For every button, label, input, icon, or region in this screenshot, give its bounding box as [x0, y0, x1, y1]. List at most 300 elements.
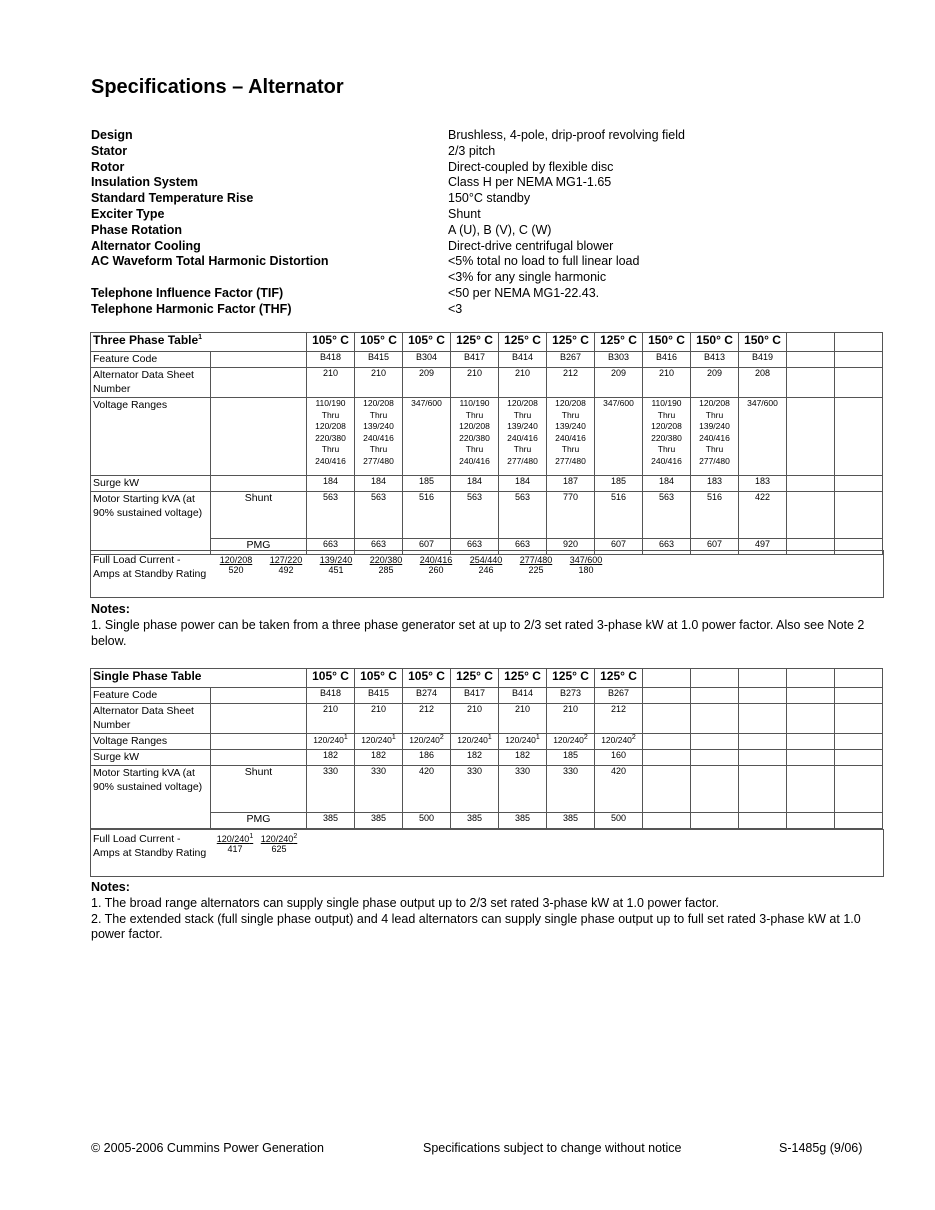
- table-cell-empty: [787, 492, 835, 539]
- flc-voltage: [461, 555, 511, 565]
- table-cell: 385: [355, 813, 403, 829]
- voltage-line: 220/380: [651, 432, 682, 443]
- table-cell: 422: [739, 492, 787, 539]
- table-cell-empty: [787, 398, 835, 476]
- voltage-line: Thru: [369, 444, 388, 454]
- voltage-line: 240/416: [651, 455, 682, 466]
- voltage-lines: [549, 398, 592, 467]
- table-cell-empty: [835, 734, 883, 750]
- notes-title: Notes:: [91, 880, 130, 894]
- flc-amps: 260: [428, 565, 444, 575]
- table-cell: 330: [547, 766, 595, 813]
- row-label: Feature Code: [91, 688, 211, 704]
- flc-footnote: 2: [293, 833, 298, 840]
- voltage-line: 139/240: [555, 421, 586, 431]
- temp-rise-header: 105° C: [403, 333, 451, 352]
- table-cell-empty: [835, 669, 883, 688]
- flc-voltage-text: 277/480: [519, 555, 553, 565]
- voltage-line: 139/240: [699, 421, 730, 431]
- flc-voltage-text: 120/240: [216, 834, 250, 844]
- note-item: 2. The extended stack (full single phase output) and 4 lead alternators can supply single phase output up to full set rated 3-phase kW at 1.0 power factor.: [91, 911, 861, 942]
- spec-value: Brushless, 4-pole, drip-proof revolving field: [448, 128, 685, 142]
- table-cell: 563: [307, 492, 355, 539]
- table-cell: 330: [355, 766, 403, 813]
- voltage-cell: [451, 734, 499, 750]
- table-cell: [739, 750, 787, 766]
- table-cell: 770: [547, 492, 595, 539]
- table-cell: 385: [499, 813, 547, 829]
- table-cell: 563: [355, 492, 403, 539]
- footer-notice: Specifications subject to change without notice: [423, 1141, 682, 1155]
- table-cell: B416: [643, 352, 691, 368]
- table-cell: 420: [403, 766, 451, 813]
- table-cell-empty: [835, 333, 883, 352]
- voltage-line: Thru: [705, 409, 724, 420]
- table-cell: 607: [691, 539, 739, 555]
- voltage-line: 277/480: [699, 455, 730, 466]
- voltage-line: 277/480: [363, 455, 394, 466]
- table-cell: 187: [547, 476, 595, 492]
- spec-value: 2/3 pitch: [448, 143, 496, 158]
- flc-amps: 246: [478, 565, 494, 575]
- table-cell-empty: [211, 688, 307, 704]
- table-cell: B417: [451, 352, 499, 368]
- table-cell-empty: [787, 750, 835, 766]
- table-cell: [643, 750, 691, 766]
- flc-voltage: [261, 555, 311, 565]
- alternator-data-row: [91, 704, 883, 734]
- table-cell-empty: [835, 476, 883, 492]
- table-cell: 663: [355, 539, 403, 555]
- three-phase-full-load-current: [90, 550, 884, 598]
- row-label: Alternator Data Sheet Number: [91, 368, 211, 398]
- table-name: [91, 333, 307, 352]
- row-label: Alternator Data Sheet Number: [91, 704, 211, 734]
- voltage-line: Thru: [513, 409, 532, 420]
- table-cell: 663: [307, 539, 355, 555]
- table-cell: 663: [499, 539, 547, 555]
- table-cell: 500: [403, 813, 451, 829]
- temp-rise-header: 125° C: [451, 333, 499, 352]
- voltage-value: 120/240: [505, 734, 536, 745]
- spec-row: [91, 191, 891, 207]
- table-cell: [643, 813, 691, 829]
- table-cell: B304: [403, 352, 451, 368]
- voltage-line: Thru: [321, 444, 340, 454]
- flc-amps: 225: [528, 565, 544, 575]
- motor-starting-shunt-row: [91, 766, 883, 813]
- flc-item: [311, 555, 361, 575]
- flc-label: Full Load Current - Amps at Standby Rating: [93, 833, 207, 859]
- table-cell: 210: [355, 368, 403, 398]
- spec-label: Telephone Influence Factor (TIF): [91, 285, 284, 300]
- table-header-row: [91, 333, 883, 352]
- spec-row: [91, 239, 891, 255]
- row-label: Motor Starting kVA (at 90% sustained voltage): [91, 766, 211, 829]
- table-cell: 184: [451, 476, 499, 492]
- voltage-cell: [451, 398, 499, 476]
- temp-rise-header: 105° C: [403, 669, 451, 688]
- voltage-footnote: 1: [343, 734, 348, 741]
- voltage-line: 240/416: [363, 432, 394, 443]
- row-label: Surge kW: [91, 476, 211, 492]
- footer-copyright: © 2005-2006 Cummins Power Generation: [91, 1141, 324, 1155]
- voltage-lines: [453, 398, 496, 467]
- flc-voltage-text: 240/416: [419, 555, 453, 565]
- temp-rise-header: 105° C: [355, 669, 403, 688]
- table-cell: 920: [547, 539, 595, 555]
- table-cell: [691, 750, 739, 766]
- spec-label: Telephone Harmonic Factor (THF): [91, 301, 292, 316]
- voltage-line: 120/208: [699, 398, 730, 408]
- table-cell: 210: [451, 368, 499, 398]
- table-cell-empty: [787, 734, 835, 750]
- voltage-cell: [547, 734, 595, 750]
- spec-value: <3% for any single harmonic: [448, 270, 607, 285]
- voltage-cell: [355, 734, 403, 750]
- temp-rise-header: 150° C: [691, 333, 739, 352]
- voltage-line: 240/416: [459, 455, 490, 466]
- table-cell-empty: [835, 492, 883, 539]
- table-cell: 212: [403, 704, 451, 734]
- voltage-cell: [307, 734, 355, 750]
- page-title: Specifications – Alternator: [91, 76, 344, 98]
- spec-value: Direct-drive centrifugal blower: [448, 238, 614, 253]
- voltage-line: 120/208: [315, 421, 346, 431]
- table-cell-empty: [787, 669, 835, 688]
- voltage-line: Thru: [657, 444, 676, 454]
- spec-value: Class H per NEMA MG1-1.65: [448, 175, 612, 190]
- spec-label: AC Waveform Total Harmonic Distortion: [91, 254, 329, 269]
- table-cell: [643, 766, 691, 813]
- voltage-line: 110/190: [315, 398, 346, 408]
- flc-voltage: [257, 833, 301, 844]
- spec-value: A (U), B (V), C (W): [448, 222, 552, 237]
- note-item: 1. The broad range alternators can supply single phase output up to 2/3 set rated 3-phase kW at 1.0 power factor.: [91, 895, 719, 910]
- temp-rise-header: 105° C: [307, 333, 355, 352]
- table-cell-empty: [835, 766, 883, 813]
- flc-voltage-text: 120/240: [260, 834, 294, 844]
- voltage-line: 120/208: [507, 398, 538, 408]
- spec-label: Insulation System: [91, 175, 198, 190]
- flc-voltage: [511, 555, 561, 565]
- spec-row: [91, 128, 891, 144]
- temp-rise-header: 125° C: [547, 669, 595, 688]
- temp-rise-header: 125° C: [499, 669, 547, 688]
- table-cell: 182: [451, 750, 499, 766]
- table-cell: 385: [307, 813, 355, 829]
- flc-voltage-text: 127/220: [269, 555, 303, 565]
- table-name-text: Single Phase Table: [93, 669, 202, 683]
- temp-rise-header: 125° C: [595, 333, 643, 352]
- table-cell-empty: [787, 352, 835, 368]
- table-cell: B303: [595, 352, 643, 368]
- table-cell-empty: [787, 333, 835, 352]
- table-cell: 184: [307, 476, 355, 492]
- spec-value: Shunt: [448, 206, 481, 221]
- voltage-cell: [595, 734, 643, 750]
- flc-voltage: [213, 833, 257, 844]
- voltage-line: 120/208: [459, 421, 490, 431]
- flc-voltage: [361, 555, 411, 565]
- voltage-line: 220/380: [459, 432, 490, 443]
- voltage-ranges-row: [91, 734, 883, 750]
- table-cell: 209: [691, 368, 739, 398]
- table-name-text: Three Phase Table: [93, 333, 199, 347]
- voltage-footnote: 2: [583, 734, 588, 741]
- table-cell: 208: [739, 368, 787, 398]
- voltage-value: 120/240: [313, 734, 344, 745]
- flc-item: [461, 555, 511, 575]
- flc-item: [411, 555, 461, 575]
- table-cell-empty: [211, 476, 307, 492]
- spec-row: [91, 144, 891, 160]
- spec-value: <3: [448, 301, 463, 316]
- table-cell-empty: [787, 704, 835, 734]
- temp-rise-header: 105° C: [355, 333, 403, 352]
- table-cell: 182: [307, 750, 355, 766]
- notes-single-phase: [91, 880, 891, 943]
- table-cell: 210: [355, 704, 403, 734]
- spec-label: Stator: [91, 143, 128, 158]
- table-cell: 330: [499, 766, 547, 813]
- flc-voltage-text: 254/440: [469, 555, 503, 565]
- voltage-lines: [693, 398, 736, 467]
- table-cell: B415: [355, 688, 403, 704]
- flc-item: [561, 555, 611, 575]
- table-cell-empty: [835, 398, 883, 476]
- voltage-line: 277/480: [555, 455, 586, 466]
- voltage-value: 120/240: [457, 734, 488, 745]
- flc-amps: 451: [328, 565, 344, 575]
- table-cell: 563: [643, 492, 691, 539]
- table-cell-empty: [835, 352, 883, 368]
- table-cell: 607: [595, 539, 643, 555]
- voltage-line: Thru: [657, 409, 676, 420]
- table-cell-empty: [787, 813, 835, 829]
- voltage-lines: [645, 398, 688, 467]
- temp-rise-header: [739, 669, 787, 688]
- voltage-cell: [739, 398, 787, 476]
- flc-voltage: [561, 555, 611, 565]
- spec-row: [91, 286, 891, 302]
- voltage-cell: [403, 734, 451, 750]
- feature-code-row: [91, 352, 883, 368]
- table-cell: B415: [355, 352, 403, 368]
- flc-voltage-text: 139/240: [319, 555, 353, 565]
- table-name: [91, 669, 307, 688]
- flc-voltage: [311, 555, 361, 565]
- table-cell: 516: [403, 492, 451, 539]
- table-cell: [691, 688, 739, 704]
- table-cell: B413: [691, 352, 739, 368]
- table-cell: 184: [499, 476, 547, 492]
- voltage-line: 120/208: [363, 398, 394, 408]
- voltage-cell: [691, 734, 739, 750]
- voltage-cell: [595, 398, 643, 476]
- voltage-line: 139/240: [363, 421, 394, 431]
- table-cell: 210: [307, 368, 355, 398]
- table-cell: 607: [403, 539, 451, 555]
- table-cell: 497: [739, 539, 787, 555]
- notes-title: Notes:: [91, 602, 130, 616]
- voltage-line: 347/600: [747, 398, 778, 408]
- spec-row: [91, 302, 891, 318]
- table-cell: [691, 813, 739, 829]
- temp-rise-header: 125° C: [451, 669, 499, 688]
- spec-value: <50 per NEMA MG1-22.43.: [448, 285, 600, 300]
- table-cell: 212: [547, 368, 595, 398]
- spec-label: Standard Temperature Rise: [91, 191, 254, 206]
- table-cell: [739, 688, 787, 704]
- table-cell: 385: [547, 813, 595, 829]
- table-cell: 182: [355, 750, 403, 766]
- table-cell-empty: [211, 750, 307, 766]
- flc-voltage: [211, 555, 261, 565]
- spec-label: Alternator Cooling: [91, 238, 201, 253]
- table-cell: 183: [739, 476, 787, 492]
- voltage-lines: [741, 398, 784, 410]
- spec-label: [91, 270, 448, 286]
- spec-row: [91, 175, 891, 191]
- temp-rise-header: [643, 669, 691, 688]
- spec-row: [91, 207, 891, 223]
- voltage-line: 347/600: [411, 398, 442, 408]
- voltage-footnote: 1: [535, 734, 540, 741]
- table-cell: 420: [595, 766, 643, 813]
- table-cell: [643, 688, 691, 704]
- flc-item: [261, 555, 311, 575]
- voltage-value: 120/240: [409, 734, 440, 745]
- table-cell: 184: [355, 476, 403, 492]
- spec-row: [91, 270, 891, 286]
- table-cell-empty: [211, 352, 307, 368]
- spec-label: Design: [91, 128, 133, 142]
- table-cell: 212: [595, 704, 643, 734]
- voltage-line: Thru: [705, 444, 724, 454]
- flc-item: [511, 555, 561, 575]
- voltage-cell: [547, 398, 595, 476]
- table-cell: 209: [595, 368, 643, 398]
- note-item: 1. Single phase power can be taken from a three phase generator set at up to 2/3 set rated 3-phase kW at 1.0 power factor. Also see Note 2 below.: [91, 617, 865, 648]
- spec-value: <5% total no load to full linear load: [448, 254, 640, 269]
- table-cell: 185: [547, 750, 595, 766]
- voltage-lines: [405, 398, 448, 410]
- flc-item: [361, 555, 411, 575]
- flc-voltage-text: 120/208: [219, 555, 253, 565]
- voltage-footnote: 2: [631, 734, 636, 741]
- table-cell: B414: [499, 352, 547, 368]
- voltage-line: Thru: [513, 444, 532, 454]
- table-cell: 385: [451, 813, 499, 829]
- voltage-line: Thru: [465, 444, 484, 454]
- table-cell: [739, 813, 787, 829]
- temp-rise-header: 125° C: [499, 333, 547, 352]
- table-cell-empty: [787, 766, 835, 813]
- voltage-ranges-row: [91, 398, 883, 476]
- alternator-data-row: [91, 368, 883, 398]
- spec-row: [91, 223, 891, 239]
- voltage-line: 240/416: [507, 432, 538, 443]
- table-cell: 210: [547, 704, 595, 734]
- flc-voltage-text: 220/380: [369, 555, 403, 565]
- table-cell: 563: [451, 492, 499, 539]
- voltage-line: 220/380: [315, 432, 346, 443]
- flc-item: [211, 555, 261, 575]
- table-cell: 183: [691, 476, 739, 492]
- flc-amps: 625: [271, 844, 287, 854]
- voltage-footnote: 2: [439, 734, 444, 741]
- table-cell-empty: [787, 368, 835, 398]
- table-cell-empty: [211, 704, 307, 734]
- table-cell: B418: [307, 352, 355, 368]
- table-cell-empty: [835, 750, 883, 766]
- voltage-line: 240/416: [555, 432, 586, 443]
- table-cell-empty: [787, 688, 835, 704]
- table-cell: B414: [499, 688, 547, 704]
- table-cell-empty: [835, 813, 883, 829]
- voltage-line: 120/208: [651, 421, 682, 431]
- flc-item: [257, 833, 301, 854]
- voltage-line: 139/240: [507, 421, 538, 431]
- spec-value: 150°C standby: [448, 191, 531, 206]
- notes-three-phase: [91, 602, 891, 649]
- spec-value: Direct-coupled by flexible disc: [448, 159, 614, 174]
- voltage-line: 110/190: [651, 398, 682, 408]
- table-cell: B418: [307, 688, 355, 704]
- row-label: Voltage Ranges: [91, 398, 211, 476]
- motor-starting-shunt-row: [91, 492, 883, 539]
- voltage-lines: [309, 398, 352, 467]
- table-cell: 186: [403, 750, 451, 766]
- flc-footnote: 1: [249, 833, 254, 840]
- table-cell: 210: [643, 368, 691, 398]
- table-cell: [643, 704, 691, 734]
- table-cell: 516: [691, 492, 739, 539]
- spec-row: [91, 254, 891, 270]
- table-cell-empty: [211, 368, 307, 398]
- voltage-cell: [403, 398, 451, 476]
- table-cell: B417: [451, 688, 499, 704]
- voltage-line: 240/416: [699, 432, 730, 443]
- spec-row: [91, 160, 891, 176]
- flc-amps: 180: [578, 565, 594, 575]
- voltage-lines: [597, 398, 640, 410]
- table-cell: 185: [403, 476, 451, 492]
- table-cell: B267: [547, 352, 595, 368]
- table-cell-empty: [835, 368, 883, 398]
- table-cell: 210: [499, 704, 547, 734]
- voltage-line: Thru: [465, 409, 484, 420]
- table-cell: 663: [451, 539, 499, 555]
- sub-label: Shunt: [211, 492, 307, 539]
- temp-rise-header: 150° C: [643, 333, 691, 352]
- table-cell: 160: [595, 750, 643, 766]
- single-phase-full-load-current: [90, 829, 884, 877]
- table-name-footnote: 1: [198, 334, 203, 341]
- single-phase-table: [90, 668, 883, 829]
- voltage-lines: [357, 398, 400, 467]
- flc-amps: 285: [378, 565, 394, 575]
- voltage-line: Thru: [369, 409, 388, 420]
- flc-amps: 492: [278, 565, 294, 575]
- table-cell: 210: [499, 368, 547, 398]
- voltage-footnote: 1: [487, 734, 492, 741]
- table-cell: 330: [451, 766, 499, 813]
- flc-voltage-text: 347/600: [569, 555, 603, 565]
- flc-amps: 520: [228, 565, 244, 575]
- voltage-line: 277/480: [507, 455, 538, 466]
